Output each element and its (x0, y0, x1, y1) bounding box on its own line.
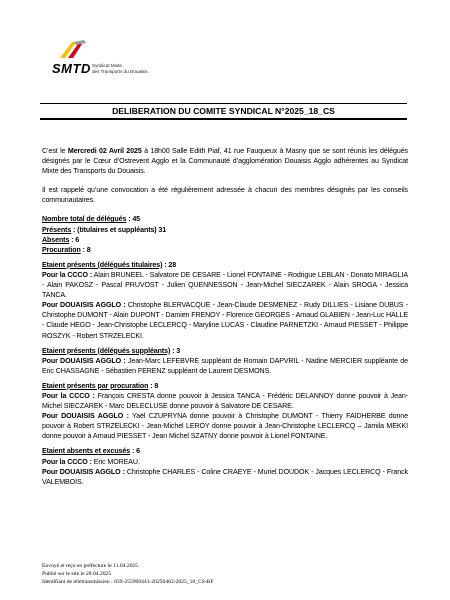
document-title-text: DELIBERATION DU COMITE SYNDICAL N°2025_18_CS (112, 106, 335, 116)
logo-name: SMTD (52, 61, 91, 76)
footer-identifier: Identifiant de télétransmission : 059-255900441-20250402-2025_18_CS-BF (42, 579, 214, 585)
titulaires-douaisis: Pour DOUAISIS AGGLO : Christophe BLERVACQUE - Jean-Claude DESMENEZ - Rudy DILLIES - Lisiane DUBUS - Christophe DUMONT - Alain DUPONT - Damien FRENOY - Florence GEORGES - Arnaud GLABIEN - Jean-Luc HALLE - Claude HEGO - Jean-Christophe LECLERCQ - Maryline LUCAS - Claudine PARNETZKI - Arnaud PIESSET - Philippe ROSZYK - Robert STRZELECKI. (42, 301, 408, 340)
document-title (40, 103, 407, 120)
reminder-paragraph: Il est rappelé qu’une convocation a été régulièrement adressée à chacun des membres désignés par les conseils communautaires. (42, 186, 408, 205)
count-total: Nombre total de délégués : 45 (42, 215, 141, 224)
document-body (42, 146, 408, 487)
count-proxy: Procuration : 8 (42, 245, 91, 254)
titulaires-ccco: Pour la CCCO : Alain BRUNEEL - Salvatore DE CESARE - Lionel FONTAINE - Rodrigue LEBLAN - Donato MIRAGLIA - Alain PAKOSZ - Pascal PRUVOST - Julien QUENNESSON - Jean-Michel SIECZAREK - Alain SROGA - Jessica TANCA. (42, 270, 408, 300)
procuration-ccco: Pour la CCCO : François CRESTA donne pouvoir à Jessica TANCA - Frédéric DELANNOY donne pouvoir à Jean-Michel SIECZAREK - Marc DELECLUSE donne pouvoir à Salvatore DE CESARE. (42, 391, 408, 411)
absents-heading: Etaient absents et excusés : 6 (42, 447, 140, 456)
absents-douaisis: Pour DOUAISIS AGGLO : Christophe CHARLES - Coline CRAEYE - Muriel DOUDOK - Jacques LECLERCQ - Franck VALEMBOIS. (42, 467, 408, 486)
titulaires-heading: Etaient présents (délégués titulaires) : 28 (42, 260, 177, 269)
logo-subtitle-line2: des Transports du Douaisis (92, 68, 148, 74)
meeting-date: Mercredi 02 Avril 2025 (67, 147, 142, 155)
suppleants-douaisis: Pour DOUAISIS AGGLO : Jean-Marc LEFEBVRE suppléant de Romain DAPVRIL - Nadine MERCIER suppléante de Eric CHASSAGNE - Sébastien FERENZ suppléant de Laurent DESMONS. (42, 356, 408, 375)
intro-paragraph: C’est le Mercredi 02 Avril 2025 à 18h00 Salle Edith Piaf, 41 rue Fauqueux à Masny que se sont réunis les délégués désignés par le Cœur d’Ostrevent Agglo et la Communauté d’agglomération Douaisis Agglo adhérentes au Syndicat Mixte des Transports du Douaisis. (42, 147, 408, 176)
count-absent: Absents : 6 (42, 235, 80, 244)
absents-ccco: Pour la CCCO : Eric MOREAU. (42, 457, 140, 466)
footer-published: Publié sur le site le 28.04.2025 (42, 571, 112, 577)
transmission-footer (42, 562, 342, 586)
footer-sent: Envoyé et reçu en préfecture le 11.04.2025 (42, 563, 139, 569)
logo-subtitle (92, 63, 148, 74)
logo-subtitle-line1: Syndicat Mixte (92, 63, 122, 68)
smtd-logo (44, 38, 154, 82)
procuration-douaisis: Pour DOUAISIS AGGLO : Yaël CZUPRYNA donne pouvoir à Christophe DUMONT - Thierry FAIDHERBE donne pouvoir à Robert STRZELECKI - Jean-Michel LEROY donne pouvoir à Jean-Christophe LECLERCQ – Jamila MEKKI donne pouvoir à Arnaud PIESSET - Jean Michel SZATNY donne pouvoir à Lionel FONTAINE. (42, 412, 408, 441)
procuration-heading: Etaient présents par procuration : 8 (42, 381, 159, 390)
smtd-logo-mark-icon (58, 38, 88, 62)
suppleants-heading: Etaient présents (délégués suppléants) : 3 (42, 346, 181, 355)
count-present: Présents : (titulaires et suppléants) 31 (42, 225, 167, 234)
